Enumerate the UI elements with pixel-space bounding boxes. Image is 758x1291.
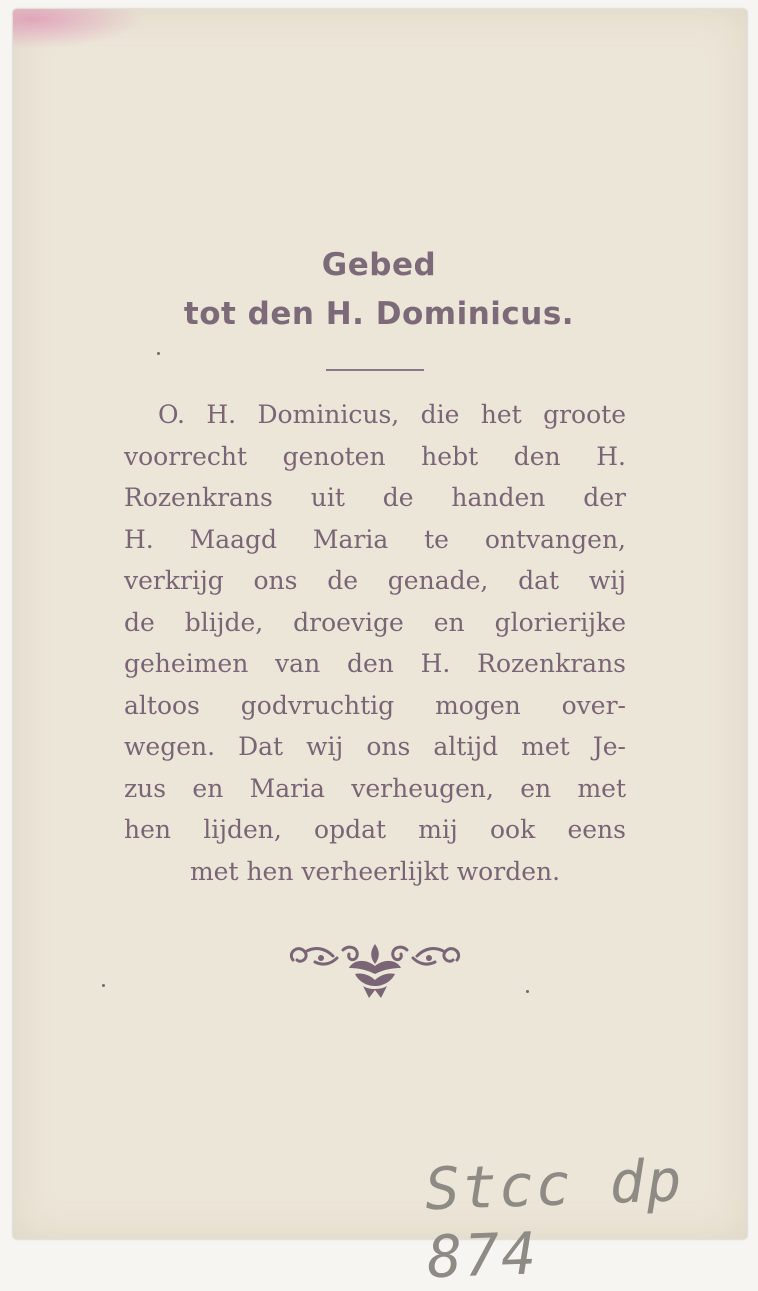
paper-speck	[157, 352, 160, 355]
prayer-line: voorrecht genoten hebt den H.	[124, 441, 626, 471]
title-block	[0, 242, 758, 340]
floral-ornament-icon	[285, 940, 465, 1004]
archive-pencil-mark: Stcc dp 874	[423, 1146, 685, 1291]
title-divider	[326, 369, 424, 371]
prayer-line: hen lijden, opdat mij ook eens	[124, 815, 626, 844]
prayer-line: de blijde, droevige en glorierijke	[124, 607, 626, 637]
prayer-line: Rozenkrans uit de handen der	[124, 483, 626, 512]
paper-speck	[102, 984, 105, 987]
prayer-line: wegen. Dat wij ons altijd met Je-	[124, 732, 626, 761]
prayer-line: zus en Maria verheugen, en met	[124, 773, 626, 803]
prayer-line: altoos godvruchtig mogen over-	[124, 690, 626, 720]
prayer-line: H. Maagd Maria te ontvangen,	[124, 524, 626, 554]
prayer-text	[124, 394, 626, 892]
prayer-line: met hen verheerlijkt worden.	[189, 856, 561, 886]
prayer-line: geheimen van den H. Rozenkrans	[124, 649, 626, 678]
paper-speck	[526, 990, 529, 993]
prayer-line: verkrijg ons de genade, dat wij	[124, 566, 626, 595]
prayer-line: O. H. Dominicus, die het groote	[158, 400, 626, 429]
title-line-1: Gebed	[321, 247, 437, 283]
title-line-2: tot den H. Dominicus.	[183, 296, 575, 332]
